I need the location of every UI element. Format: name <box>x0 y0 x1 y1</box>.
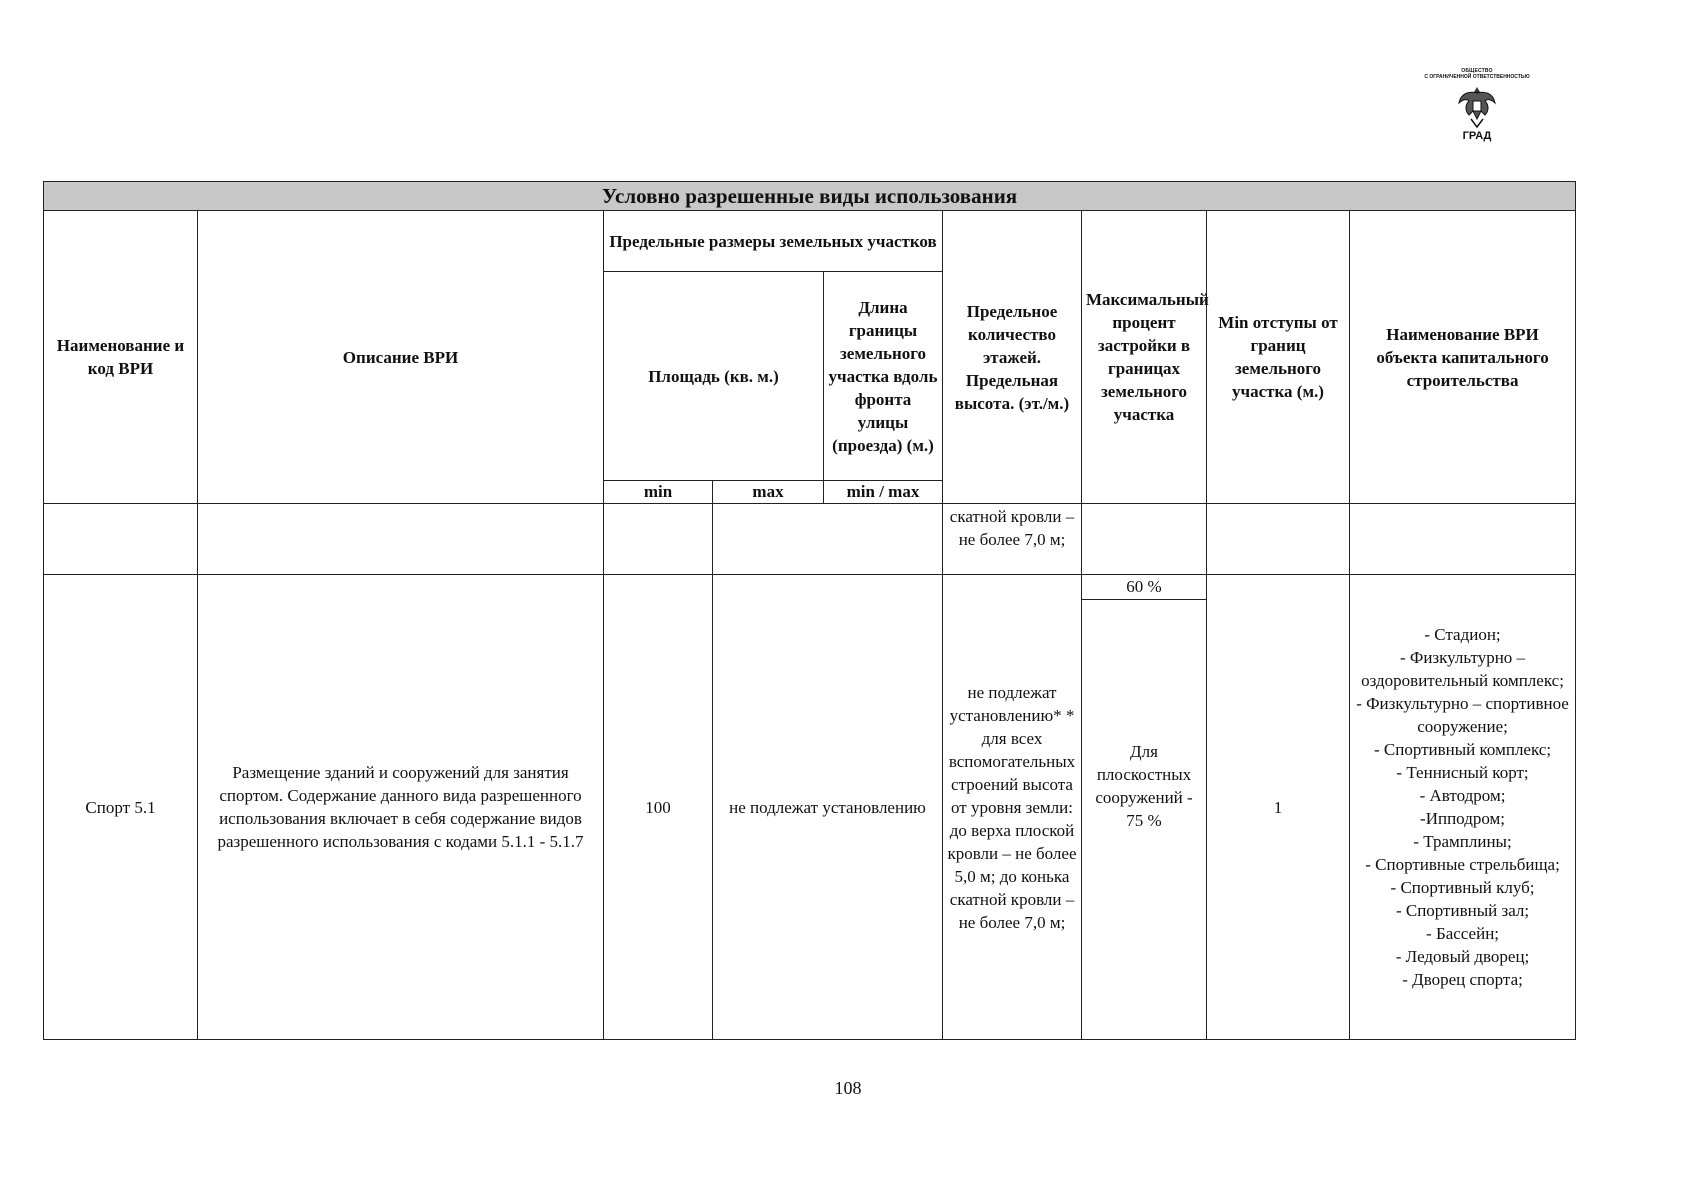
logo-line-1: ОБЩЕСТВО <box>1461 68 1493 74</box>
object-item: - Автодром; <box>1419 786 1506 805</box>
cell-empty <box>713 504 943 575</box>
cell-coverage <box>1082 575 1207 1040</box>
cell-description: Размещение зданий и сооружений для занятия спортом. Содержание данного вида разрешенного использования включает в себя содержание видов разрешенного использования с кодами 5.1.1 - 5.1.7 <box>198 575 604 1040</box>
cell-empty <box>44 504 198 575</box>
permitted-uses-table <box>43 181 1576 1040</box>
cell-setbacks: 1 <box>1207 575 1350 1040</box>
cell-continuation-floors: скатной кровли – не более 7,0 м; <box>943 504 1082 575</box>
header-plot-sizes: Предельные размеры земельных участков <box>604 211 943 272</box>
logo-name: ГРАД <box>1462 130 1492 142</box>
header-coverage: Максимальный процент застройки в границах земельного участка <box>1082 211 1207 504</box>
table-row <box>44 504 1576 575</box>
header-floors: Предельное количество этажей. Предельная высота. (эт./м.) <box>943 211 1082 504</box>
page-number: 108 <box>834 1078 862 1098</box>
object-item: -Ипподром; <box>1420 809 1505 828</box>
header-objects: Наименование ВРИ объекта капитального строительства <box>1350 211 1576 504</box>
header-description: Описание ВРИ <box>198 211 604 504</box>
cell-empty <box>1082 504 1207 575</box>
object-item: - Спортивный комплекс; <box>1373 740 1552 759</box>
header-area-max: max <box>713 481 824 504</box>
object-item: - Бассейн; <box>1426 924 1500 943</box>
coverage-main: 60 % <box>1082 575 1206 600</box>
cell-empty <box>604 504 713 575</box>
header-area: Площадь (кв. м.) <box>604 272 824 481</box>
object-item: - Физкультурно – спортивное сооружение; <box>1356 694 1569 736</box>
header-name-code: Наименование и код ВРИ <box>44 211 198 504</box>
company-logo <box>1392 68 1562 158</box>
header-setbacks: Min отступы от границ земельного участка (м.) <box>1207 211 1350 504</box>
coverage-flat: Для плоскостных сооружений - 75 % <box>1095 742 1193 830</box>
cell-area-max-frontage: не подлежат установлению <box>713 575 943 1040</box>
object-item: - Трамплины; <box>1413 832 1512 851</box>
object-item: - Ледовый дворец; <box>1395 947 1530 966</box>
cell-objects <box>1350 575 1576 1040</box>
object-item: - Спортивные стрельбища; <box>1365 855 1560 874</box>
cell-empty <box>198 504 604 575</box>
cell-empty <box>1207 504 1350 575</box>
logo-line-2: С ОГРАНИЧЕННОЙ ОТВЕТСТВЕННОСТЬЮ <box>1424 74 1530 80</box>
header-frontage: Длина границы земельного участка вдоль фронта улицы (проезда) (м.) <box>824 272 943 481</box>
object-item: - Спортивный зал; <box>1395 901 1530 920</box>
cell-floors: не подлежат установлению* * для всех вспомогательных строений высота от уровня земли: до верха плоской кровли – не более 5,0 м; до конька скатной кровли – не более 7,0 м; <box>943 575 1082 1040</box>
table-title: Условно разрешенные виды использования <box>44 182 1576 211</box>
eagle-emblem-icon <box>1457 83 1497 129</box>
object-item: - Теннисный корт; <box>1396 763 1529 782</box>
object-item: - Спортивный клуб; <box>1390 878 1535 897</box>
cell-area-min: 100 <box>604 575 713 1040</box>
object-item: - Дворец спорта; <box>1402 970 1523 989</box>
cell-name-code: Спорт 5.1 <box>44 575 198 1040</box>
object-item: - Физкультурно – оздоровительный комплекс; <box>1361 648 1564 690</box>
cell-empty <box>1350 504 1576 575</box>
header-area-min: min <box>604 481 713 504</box>
header-frontage-min-max: min / max <box>824 481 943 504</box>
object-item: - Стадион; <box>1424 625 1501 644</box>
table-row <box>44 575 1576 1040</box>
